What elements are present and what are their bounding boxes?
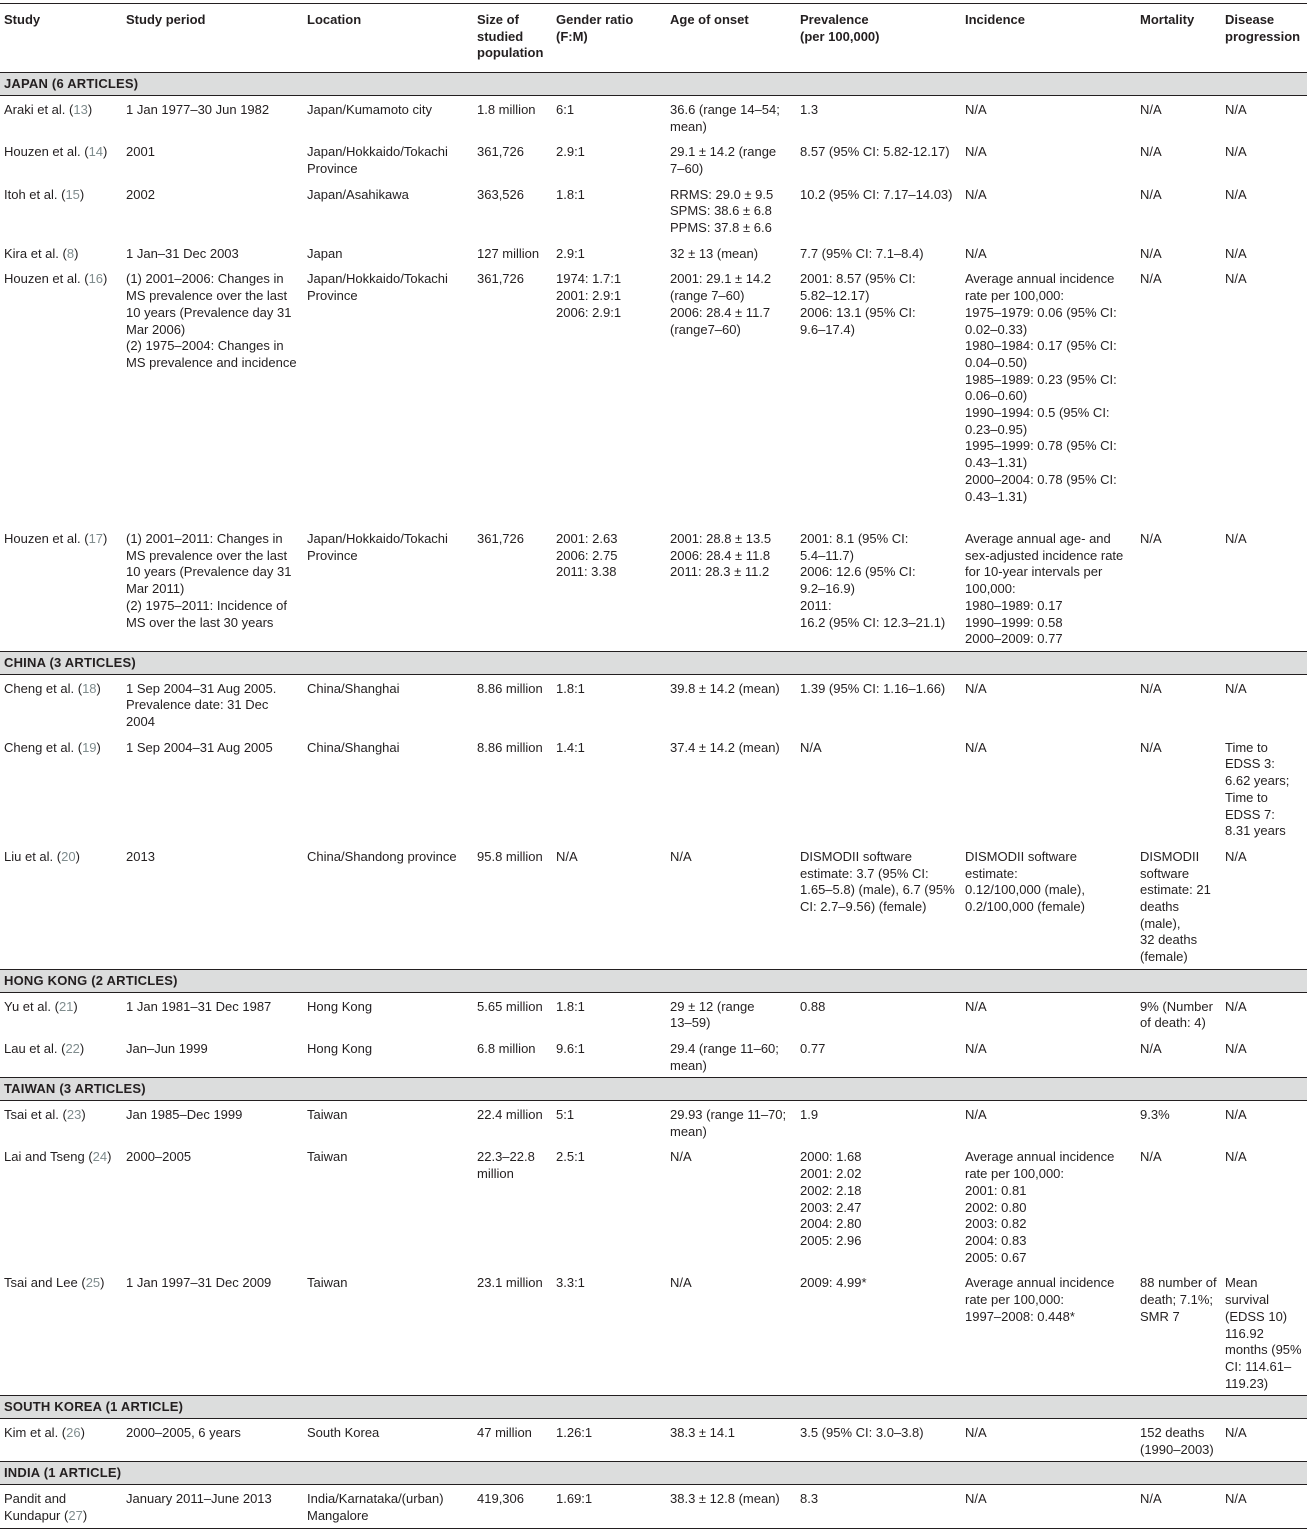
header-prevalence: Prevalence (per 100,000) xyxy=(796,4,961,73)
cell-age-of-onset: N/A xyxy=(670,1149,692,1165)
cell-age-of-onset: RRMS: 29.0 ± 9.5 SPMS: 38.6 ± 6.8 PPMS: 37.8 ± 6.6 xyxy=(670,186,774,236)
reference-link[interactable]: 19 xyxy=(82,739,97,755)
cell-disease-progression: N/A xyxy=(1225,271,1247,287)
cell-incidence: N/A xyxy=(961,1485,1136,1528)
reference-link[interactable]: 18 xyxy=(82,680,97,696)
cell-gender-ratio: 6:1 xyxy=(556,101,575,117)
cell-age-of-onset: 37.4 ± 14.2 (mean) xyxy=(670,739,780,755)
table-row xyxy=(0,1035,1307,1078)
cell-study: Houzen et al. (16) xyxy=(4,271,108,287)
reference-link[interactable]: 21 xyxy=(58,998,74,1014)
cell-population-size: 1.8 million xyxy=(477,101,536,117)
cell-study: Araki et al. (13) xyxy=(4,101,93,117)
table-row xyxy=(0,95,1307,138)
study-author: Kim et al. xyxy=(4,1425,59,1441)
table-body xyxy=(0,73,1307,1528)
cell-disease-progression: N/A xyxy=(1225,245,1247,261)
cell-prevalence: 0.77 xyxy=(800,1040,826,1056)
header-population-size: Size of studied population xyxy=(473,4,552,73)
cell-population-size: 361,726 xyxy=(477,144,524,160)
cell-gender-ratio: 2001: 2.63 2006: 2.75 2011: 3.38 xyxy=(556,530,618,580)
cell-disease-progression: N/A xyxy=(1221,1485,1307,1528)
cell-incidence: Average annual incidence rate per 100,000: 2001: 0.81 2002: 0.80 2003: 0.82 2004: 0.83 2005: 0.67 xyxy=(965,1149,1115,1265)
cell-age-of-onset: 29.93 (range 11–70; mean) xyxy=(670,1107,787,1139)
cell-gender-ratio: 5:1 xyxy=(556,1107,575,1123)
reference-link[interactable]: 8 xyxy=(66,245,75,261)
cell-mortality: N/A xyxy=(1140,680,1162,696)
header-study: Study xyxy=(0,4,122,73)
cell-population-size: 363,526 xyxy=(477,186,524,202)
section-title: HONG KONG (2 ARTICLES) xyxy=(0,969,1307,992)
cell-study-period: 2013 xyxy=(126,848,155,864)
cell-population-size: 5.65 million xyxy=(477,998,543,1014)
cell-study-period: 2000–2005, 6 years xyxy=(126,1425,241,1441)
cell-study-period: 1 Jan 1997–31 Dec 2009 xyxy=(126,1275,272,1291)
cell-gender-ratio: 1.4:1 xyxy=(556,739,585,755)
cell-study-period: (1) 2001–2011: Changes in MS prevalence over the last 10 years (Prevalence day 31 Mar 2011) (2) 1975–2011: Incidence of MS over the last 30 years xyxy=(126,530,292,630)
cell-study: Kira et al. (8) xyxy=(4,245,79,261)
cell-population-size: 8.86 million xyxy=(477,739,543,755)
cell-prevalence: 2009: 4.99* xyxy=(800,1275,867,1291)
cell-age-of-onset: 38.3 ± 12.8 (mean) xyxy=(666,1485,796,1528)
cell-age-of-onset: 2001: 28.8 ± 13.5 2006: 28.4 ± 11.8 2011: 28.3 ± 11.2 xyxy=(670,530,772,580)
header-row xyxy=(0,4,1307,73)
cell-prevalence: 8.3 xyxy=(796,1485,961,1528)
cell-mortality: N/A xyxy=(1140,271,1162,287)
table-row xyxy=(0,525,1307,651)
table-row xyxy=(0,674,1307,734)
epidemiology-table xyxy=(0,3,1307,1529)
cell-study-period: 2000–2005 xyxy=(126,1149,192,1165)
header-mortality: Mortality xyxy=(1136,4,1221,73)
cell-study-period: 1 Jan 1977–30 Jun 1982 xyxy=(126,101,270,117)
cell-incidence: DISMODII software estimate: 0.12/100,000 (male), 0.2/100,000 (female) xyxy=(965,848,1085,915)
table-row xyxy=(0,992,1307,1035)
cell-mortality: N/A xyxy=(1140,739,1162,755)
table-row xyxy=(0,1269,1307,1395)
study-author: Yu et al. xyxy=(4,998,51,1014)
table-row xyxy=(0,138,1307,180)
reference-link[interactable]: 26 xyxy=(66,1425,81,1441)
reference-link[interactable]: 20 xyxy=(61,848,76,864)
reference-link[interactable]: 13 xyxy=(73,101,88,117)
table-row xyxy=(0,240,1307,266)
cell-disease-progression: N/A xyxy=(1225,998,1247,1014)
cell-mortality: 152 deaths (1990–2003) xyxy=(1140,1425,1214,1457)
cell-location: India/Karnataka/(urban) Mangalore xyxy=(303,1485,473,1528)
cell-incidence: Average annual incidence rate per 100,000: 1975–1979: 0.06 (95% CI: 0.02–0.33) 1980–1984: 0.17 (95% CI: 0.04–0.50) 1985–1989: 0.23 (95% CI: 0.06–0.60) 1990–1994: 0.5 (95% CI: 0.23–0.95) 1995–1999: 0.78 (95% CI: 0.43–1.31) 2000–2004: 0.78 (95% CI: 0.43–1.31) xyxy=(965,271,1117,504)
cell-incidence: N/A xyxy=(965,245,987,261)
table-row xyxy=(0,181,1307,240)
cell-study-period: (1) 2001–2006: Changes in MS prevalence over the last 10 years (Prevalence day 31 Mar 2006) (2) 1975–2004: Changes in MS prevalence and incidence xyxy=(126,271,297,370)
cell-location: China/Shanghai xyxy=(307,680,400,696)
cell-disease-progression: N/A xyxy=(1225,1149,1247,1165)
cell-population-size: 127 million xyxy=(477,245,540,261)
cell-prevalence: N/A xyxy=(800,739,822,755)
cell-gender-ratio: 1.8:1 xyxy=(556,998,585,1014)
cell-location: Japan/Hokkaido/Tokachi Province xyxy=(307,271,448,304)
study-author: Liu et al. xyxy=(4,848,54,864)
cell-incidence: N/A xyxy=(965,144,987,160)
cell-population-size: 419,306 xyxy=(473,1485,552,1528)
cell-disease-progression: Mean survival (EDSS 10) 116.92 months (95% CI: 114.61– 119.23) xyxy=(1225,1275,1302,1391)
cell-gender-ratio: 1.69:1 xyxy=(552,1485,666,1528)
cell-study-period: 1 Jan–31 Dec 2003 xyxy=(126,245,239,261)
cell-study: Houzen et al. (14) xyxy=(4,144,108,160)
section-row xyxy=(0,1462,1307,1485)
section-title: SOUTH KOREA (1 ARTICLE) xyxy=(0,1396,1307,1419)
cell-disease-progression: N/A xyxy=(1225,1107,1247,1123)
cell-population-size: 23.1 million xyxy=(477,1275,543,1291)
cell-disease-progression: N/A xyxy=(1225,848,1247,864)
cell-disease-progression: N/A xyxy=(1225,186,1247,202)
cell-population-size: 8.86 million xyxy=(477,680,543,696)
cell-incidence: N/A xyxy=(965,1040,987,1056)
table-row xyxy=(0,734,1307,843)
section-row xyxy=(0,1078,1307,1101)
cell-gender-ratio: 2.9:1 xyxy=(556,144,585,160)
reference-link[interactable]: 22 xyxy=(65,1040,80,1056)
cell-study-period: Jan 1985–Dec 1999 xyxy=(126,1107,243,1123)
cell-mortality: 9% (Number of death: 4) xyxy=(1140,998,1213,1031)
cell-study: Lai and Tseng (24) xyxy=(4,1149,112,1165)
section-title: INDIA (1 ARTICLE) xyxy=(0,1462,1307,1485)
cell-incidence: N/A xyxy=(965,186,987,202)
cell-study: Liu et al. (20) xyxy=(4,848,80,864)
cell-study: Yu et al. (21) xyxy=(4,998,78,1014)
cell-prevalence: 0.88 xyxy=(800,998,826,1014)
cell-age-of-onset: 36.6 (range 14–54; mean) xyxy=(670,101,780,134)
cell-study-period: 2001 xyxy=(126,144,155,160)
cell-mortality: N/A xyxy=(1140,186,1162,202)
study-author: Cheng et al. xyxy=(4,739,75,755)
section-row xyxy=(0,969,1307,992)
table-row xyxy=(0,1101,1307,1144)
cell-population-size: 361,726 xyxy=(477,271,524,287)
cell-incidence: Average annual age- and sex-adjusted incidence rate for 10-year intervals per 100,000: 1980–1989: 0.17 1990–1999: 0.58 2000–2009: 0.77 xyxy=(965,530,1124,647)
cell-age-of-onset: N/A xyxy=(670,848,692,864)
cell-gender-ratio: N/A xyxy=(556,848,578,864)
header-gender-ratio: Gender ratio (F:M) xyxy=(552,4,666,73)
table-row xyxy=(0,1419,1307,1462)
cell-incidence: N/A xyxy=(965,739,987,755)
cell-disease-progression: N/A xyxy=(1225,530,1247,546)
cell-mortality: 88 number of death; 7.1%; SMR 7 xyxy=(1140,1275,1217,1324)
cell-location: Japan xyxy=(307,245,343,261)
reference-link[interactable]: 17 xyxy=(88,530,104,546)
section-row xyxy=(0,1396,1307,1419)
cell-age-of-onset: 29 ± 12 (range 13–59) xyxy=(670,998,755,1031)
header-study-period: Study period xyxy=(122,4,303,73)
cell-prevalence: 1.9 xyxy=(800,1107,819,1123)
cell-location: Hong Kong xyxy=(307,998,373,1014)
cell-population-size: 361,726 xyxy=(477,530,524,546)
cell-incidence: Average annual incidence rate per 100,000: 1997–2008: 0.448* xyxy=(965,1275,1115,1324)
cell-location: Japan/Hokkaido/Tokachi Province xyxy=(307,530,448,563)
study-author: Houzen et al. xyxy=(4,271,81,287)
cell-disease-progression: N/A xyxy=(1225,1425,1247,1441)
cell-population-size: 95.8 million xyxy=(477,848,543,864)
cell-incidence: N/A xyxy=(965,1425,987,1441)
study-author: Araki et al. xyxy=(4,101,66,117)
cell-mortality: N/A xyxy=(1140,530,1162,546)
cell-gender-ratio: 3.3:1 xyxy=(556,1275,585,1291)
cell-disease-progression: N/A xyxy=(1225,680,1247,696)
cell-study: Lau et al. (22) xyxy=(4,1040,85,1056)
header-location: Location xyxy=(303,4,473,73)
cell-prevalence: 10.2 (95% CI: 7.17–14.03) xyxy=(800,186,953,202)
study-author: Houzen et al. xyxy=(4,530,81,546)
cell-mortality: N/A xyxy=(1140,101,1162,117)
study-author: Cheng et al. xyxy=(4,680,75,696)
cell-mortality: DISMODII software estimate: 21 deaths (male), 32 deaths (female) xyxy=(1140,848,1211,965)
cell-study-period: 1 Sep 2004–31 Aug 2005 xyxy=(126,739,273,755)
study-author: Lai and Tseng xyxy=(4,1149,85,1165)
cell-prevalence: 1.39 (95% CI: 1.16–1.66) xyxy=(800,680,946,696)
cell-population-size: 22.4 million xyxy=(477,1107,543,1123)
cell-prevalence: DISMODII software estimate: 3.7 (95% CI: 1.65–5.8) (male), 6.7 (95% CI: 2.7–9.56) (female) xyxy=(800,848,955,915)
cell-gender-ratio: 2.5:1 xyxy=(556,1149,585,1165)
cell-gender-ratio: 1.8:1 xyxy=(556,186,585,202)
cell-mortality: N/A xyxy=(1136,1485,1221,1528)
study-author: Tsai and Lee xyxy=(4,1275,78,1291)
cell-study: Itoh et al. (15) xyxy=(4,186,85,202)
cell-gender-ratio: 1.26:1 xyxy=(556,1425,593,1441)
cell-prevalence: 7.7 (95% CI: 7.1–8.4) xyxy=(800,245,924,261)
header-incidence: Incidence xyxy=(961,4,1136,73)
cell-study-period: 1 Sep 2004–31 Aug 2005. Prevalence date: 31 Dec 2004 xyxy=(126,680,277,730)
section-row xyxy=(0,651,1307,674)
cell-gender-ratio: 1974: 1.7:1 2001: 2.9:1 2006: 2.9:1 xyxy=(556,271,622,320)
section-row xyxy=(0,73,1307,96)
cell-mortality: N/A xyxy=(1140,144,1162,160)
cell-prevalence: 3.5 (95% CI: 3.0–3.8) xyxy=(800,1425,924,1441)
header-age-of-onset: Age of onset xyxy=(666,4,796,73)
cell-mortality: N/A xyxy=(1140,1040,1162,1056)
cell-age-of-onset: 39.8 ± 14.2 (mean) xyxy=(670,680,780,696)
cell-study-period: Jan–Jun 1999 xyxy=(126,1040,208,1056)
header-disease-progression: Disease progression xyxy=(1221,4,1307,73)
section-title: JAPAN (6 ARTICLES) xyxy=(0,73,1307,96)
reference-link[interactable]: 23 xyxy=(66,1107,82,1123)
cell-gender-ratio: 1.8:1 xyxy=(556,680,585,696)
cell-location: Taiwan xyxy=(307,1275,348,1291)
reference-link[interactable]: 27 xyxy=(68,1507,83,1523)
study-author: Itoh et al. xyxy=(4,186,58,202)
cell-mortality: N/A xyxy=(1140,1149,1162,1165)
cell-population-size: 22.3–22.8 million xyxy=(477,1149,535,1182)
cell-incidence: N/A xyxy=(965,101,987,117)
study-author: Kira et al. xyxy=(4,245,59,261)
cell-study-period: January 2011–June 2013 xyxy=(122,1485,303,1528)
cell-mortality: 9.3% xyxy=(1140,1107,1170,1123)
table-row xyxy=(0,1143,1307,1269)
cell-incidence: N/A xyxy=(965,1107,987,1123)
cell-study: Cheng et al. (19) xyxy=(4,739,101,755)
cell-mortality: N/A xyxy=(1140,245,1162,261)
cell-study: Tsai et al. (23) xyxy=(4,1107,86,1123)
cell-location: Taiwan xyxy=(307,1149,348,1165)
cell-disease-progression: Time to EDSS 3: 6.62 years; Time to EDSS 7: 8.31 years xyxy=(1225,739,1290,839)
cell-study: Houzen et al. (17) xyxy=(4,530,108,546)
table-row xyxy=(0,843,1307,969)
cell-study: Cheng et al. (18) xyxy=(4,680,101,696)
cell-location: Japan/Asahikawa xyxy=(307,186,409,202)
study-author: Pandit and Kundapur xyxy=(4,1491,67,1523)
cell-location: China/Shandong province xyxy=(307,848,457,864)
cell-prevalence: 8.57 (95% CI: 5.82-12.17) xyxy=(800,144,950,160)
reference-link[interactable]: 14 xyxy=(88,144,104,160)
cell-study: Kim et al. (26) xyxy=(4,1425,85,1441)
cell-prevalence: 2000: 1.68 2001: 2.02 2002: 2.18 2003: 2.47 2004: 2.80 2005: 2.96 xyxy=(800,1149,862,1248)
table-row xyxy=(0,265,1307,525)
cell-prevalence: 2001: 8.1 (95% CI: 5.4–11.7) 2006: 12.6 (95% CI: 9.2–16.9) 2011: 16.2 (95% CI: 12.3–21.1) xyxy=(800,530,946,630)
cell-age-of-onset: 29.4 (range 11–60; mean) xyxy=(670,1040,779,1073)
cell-gender-ratio: 9.6:1 xyxy=(556,1040,585,1056)
section-title: CHINA (3 ARTICLES) xyxy=(0,651,1307,674)
study-author: Tsai et al. xyxy=(4,1107,59,1123)
reference-link[interactable]: 15 xyxy=(65,186,80,202)
cell-age-of-onset: N/A xyxy=(670,1275,692,1291)
cell-location: South Korea xyxy=(307,1425,380,1441)
cell-disease-progression: N/A xyxy=(1225,144,1247,160)
study-author: Houzen et al. xyxy=(4,144,81,160)
cell-study-period: 2002 xyxy=(126,186,155,202)
cell-disease-progression: N/A xyxy=(1225,1040,1247,1056)
cell-prevalence: 1.3 xyxy=(800,101,819,117)
cell-age-of-onset: 2001: 29.1 ± 14.2 (range 7–60) 2006: 28.4 ± 11.7 (range7–60) xyxy=(670,271,772,337)
cell-prevalence: 2001: 8.57 (95% CI: 5.82–12.17) 2006: 13.1 (95% CI: 9.6–17.4) xyxy=(800,271,916,337)
cell-disease-progression: N/A xyxy=(1225,101,1247,117)
cell-study: Tsai and Lee (25) xyxy=(4,1275,105,1291)
cell-population-size: 6.8 million xyxy=(477,1040,536,1056)
reference-link[interactable]: 25 xyxy=(85,1275,101,1291)
cell-age-of-onset: 38.3 ± 14.1 xyxy=(670,1425,735,1441)
section-title: TAIWAN (3 ARTICLES) xyxy=(0,1078,1307,1101)
cell-age-of-onset: 32 ± 13 (mean) xyxy=(670,245,759,261)
cell-location: Hong Kong xyxy=(307,1040,373,1056)
reference-link[interactable]: 24 xyxy=(92,1149,108,1165)
cell-age-of-onset: 29.1 ± 14.2 (range 7–60) xyxy=(670,144,777,176)
cell-study-period: 1 Jan 1981–31 Dec 1987 xyxy=(126,998,272,1014)
study-author: Lau et al. xyxy=(4,1040,58,1056)
cell-population-size: 47 million xyxy=(477,1425,532,1441)
cell-location: Japan/Hokkaido/Tokachi Province xyxy=(307,144,448,176)
cell-location: Japan/Kumamoto city xyxy=(307,101,433,117)
cell-gender-ratio: 2.9:1 xyxy=(556,245,585,261)
cell-location: Taiwan xyxy=(307,1107,348,1123)
table-row xyxy=(0,1485,1307,1528)
cell-location: China/Shanghai xyxy=(307,739,400,755)
cell-incidence: N/A xyxy=(965,998,987,1014)
cell-incidence: N/A xyxy=(965,680,987,696)
reference-link[interactable]: 16 xyxy=(88,271,104,287)
cell-study: Pandit and Kundapur (27) xyxy=(0,1485,122,1528)
